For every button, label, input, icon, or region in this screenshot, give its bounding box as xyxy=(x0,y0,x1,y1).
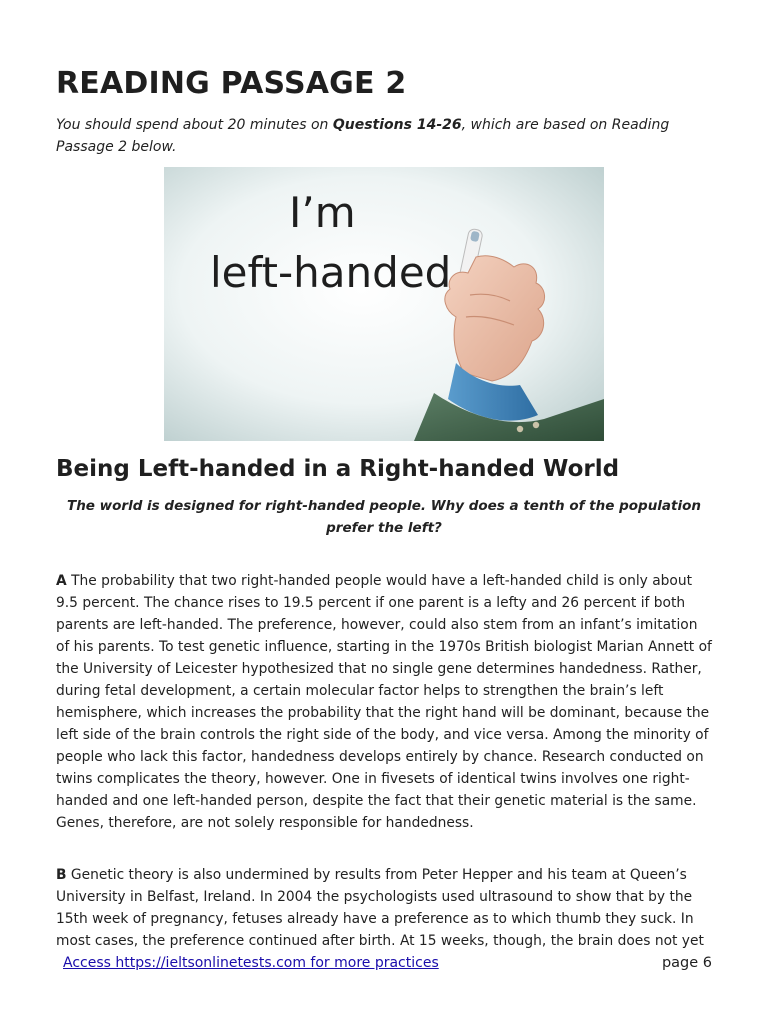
paragraph-text: The probability that two right-handed people would have a left-handed child is only about 9.5 percent. The chance rises to 19.5 percent if one parent is a lefty and 26 percent if both parents are left-handed. The preference, however, could also stem from an infant’s imitation of his parents. To test genetic influence, starting in the 1970s British biologist Marian Annett of the University of Leicester hypothesized that no single gene determines handedness. Rather, during fetal development, a certain molecular factor helps to strengthen the brain’s left hemisphere, which increases the probability that the right hand will be dominant, because the left side of the brain controls the right side of the body, and vice versa. Among the minority of people who lack this factor, handedness develops entirely by chance. Research conducted on twins complicates the theory, however. One in fivesets of identical twins involves one right-handed and one left-handed person, despite the fact that their genetic material is the same. Genes, therefore, are not solely responsible for handedness. xyxy=(56,573,712,831)
article-subtitle: The world is designed for right-handed people. Why does a tenth of the population prefer the left? xyxy=(66,498,702,536)
instructions-questions: Questions 14-26 xyxy=(332,117,462,133)
paragraph-letter: A xyxy=(56,573,67,589)
image-text-line2: left-handed xyxy=(210,248,452,297)
paragraph-letter: B xyxy=(56,867,67,883)
page-number: page 6 xyxy=(661,955,712,971)
left-handed-illustration xyxy=(164,167,604,441)
paragraph-a xyxy=(56,570,712,834)
image-text-line1: I’m xyxy=(289,188,356,237)
paragraph-text: Genetic theory is also undermined by results from Peter Hepper and his team at Queen’s University in Belfast, Ireland. In 2004 the psychologists used ultrasound to show that by the 15th week of pregnancy, fetuses already have a preference as to which thumb they suck. In most cases, the preference continued after birth. At 15 weeks, though, the brain does not yet xyxy=(56,867,704,949)
footer-practice-link[interactable]: Access https://ieltsonlinetests.com for more practices xyxy=(63,955,439,971)
paragraph-b xyxy=(56,864,712,952)
instructions-text-end: , which are based on Reading Passage 2 below. xyxy=(56,117,670,155)
page-title: READING PASSAGE 2 xyxy=(56,66,407,101)
instructions xyxy=(56,114,716,158)
article-title: Being Left-handed in a Right-handed World xyxy=(56,456,620,482)
instructions-text-start: You should spend about 20 minutes on xyxy=(56,117,333,133)
